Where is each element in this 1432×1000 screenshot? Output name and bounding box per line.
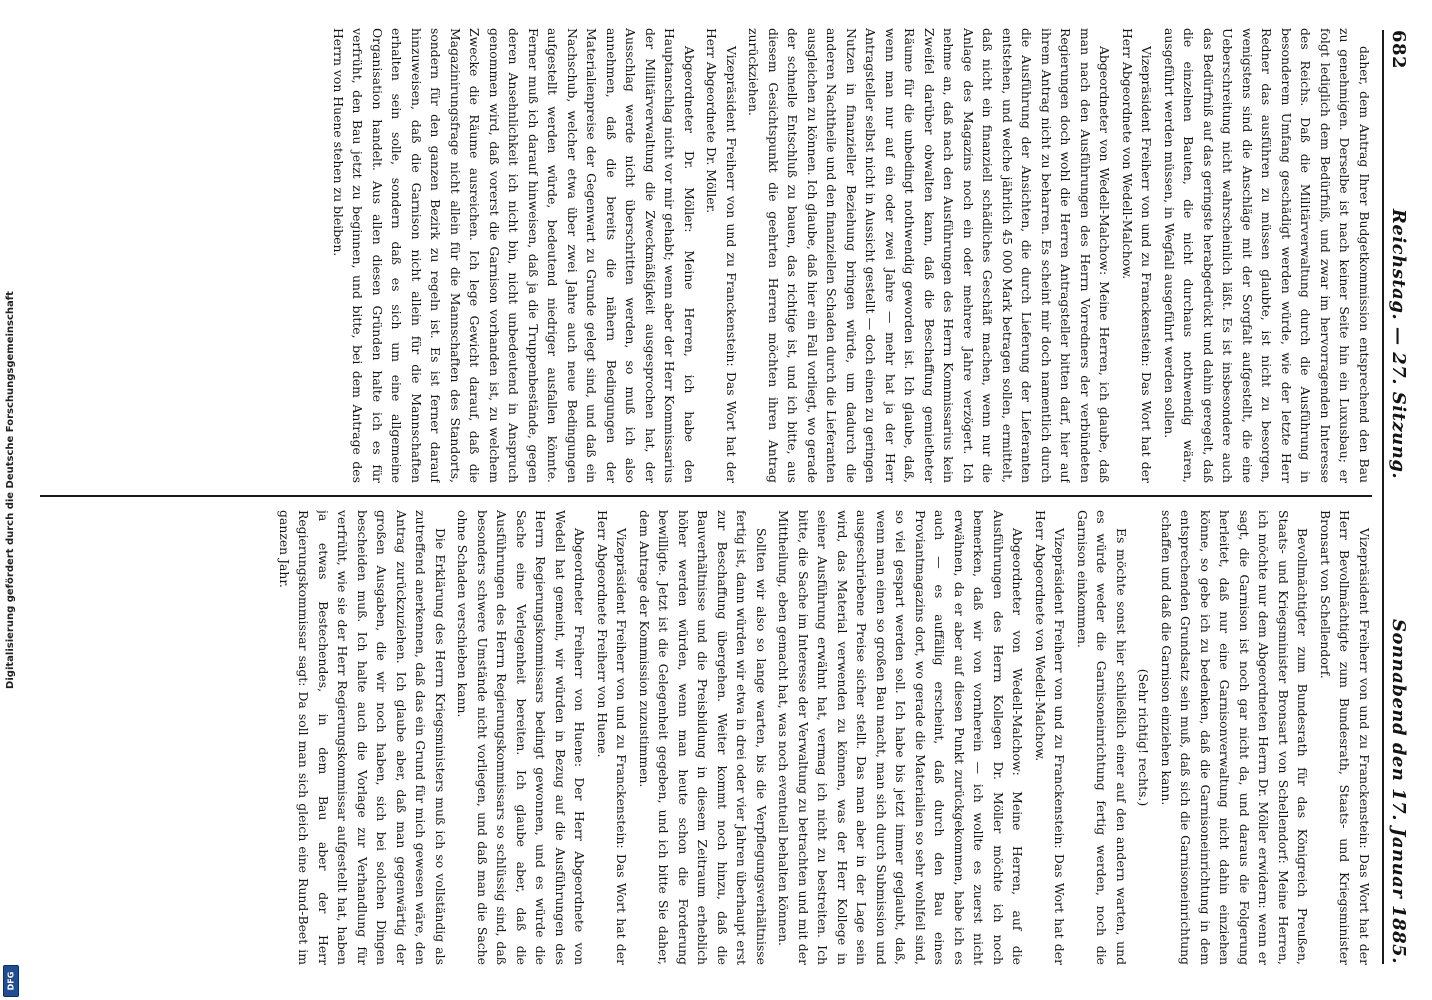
session-date: Sonnabend den 17. Januar 1885.: [1388, 619, 1410, 964]
page-number: 682: [1388, 30, 1410, 70]
speaker-paragraph: Vizepräsident Freiherr von und zu Franckenstein: Das Wort hat der Herr Abgeordnete von Wedell-Malchow.: [1033, 510, 1068, 965]
speaker-paragraph: Abgeordneter Freiherr von Huene: Der Herr Abgeordnete von Wedell hat gemeint, wir würden in Bezug auf die Ausführungen des Herrn Regierungskommissars bedingt gewonnen, und es würde die Sache eine Verlegenheit bereiten. Ich glaube aber, daß die Ausführungen des Herrn Regierungskommissars so schlüssig sind, daß besonders schwere Umstände nicht vorliegen, und daß man die Sache ohne Schaden verschieben kann.: [455, 510, 588, 965]
speaker-paragraph: Abgeordneter von Wedell-Malchow: Meine Herren, ich glaube, daß man nach den Ausführungen des Herrn Vorredners der verbündeten Regierungen doch wohl die Herren Antragsteller bitten darf, hier auf ihrem Antrag nicht zu beharren. Es scheint mir doch namentlich durch die Ausführung der Ansichten, die durch Lieferung der Lieferanten entstehen, und welche jährlich 45 000 Mark betragen sollen, ermittelt, daß nicht ein finanziell schädliches Geschäft machen, wenn nur die Anlage des Magazins noch ein oder mehrere Jahre verzögert. Ich nehme an, daß nach den Ausführungen des Herrn Kommissarius kein Zweifel darüber obwalten kann, daß die Beschaffung gemietheter Räume für die unbedingt nothwendig geworden ist. Ich glaube, daß, wenn man nur auf ein oder zwei Jahre — mehr hat ja der Herr Antragsteller selbst nicht in Aussicht gestellt — doch einen zu geringen Nutzen in finanzieller Beziehung bringen würde, um dadurch die anderen Nachtheile und den finanziellen Schaden durch die Lieferanten ausgleichen zu können. Ich glaube, daß hier ein Fall vorliegt, wo gerade der schnelle Entschluß zu bauen, das richtige ist, und ich bitte, aus diesem Gesichtspunkt die geehrten Herren möchten ihren Antrag zurückziehen.: [746, 28, 1113, 483]
dfg-logo-icon: [3, 965, 19, 997]
speaker-paragraph: Vizepräsident Freiherr von und zu Franckenstein: Das Wort hat der Herr Abgeordnete Freiherr von Huene.: [595, 510, 630, 965]
interjection: (Sehr richtig! rechts.): [1136, 668, 1152, 807]
digitization-footer: [0, 0, 20, 1000]
paragraph: Sollten wir also so lange warten, bis die Verpflegungsverhältnisse fertig ist, dann würden wir etwa in drei oder vier Jahren überhaupt erst zur Beschaffung übergehen. Weiter kommt noch hinzu, daß die Bauverhältnisse und die Preisbildung in diesem Zeitraum erheblich höher werden würden, wenn man heute schon die Forderung bewilligte. Jetzt ist die Gelegenheit gegeben, und ich bitte Sie daher, dem Antrage der Kommission zuzustimmen.: [637, 510, 769, 965]
speaker-paragraph: Vizepräsident Freiherr von und zu Franckenstein: Das Wort hat der Herr Abgeordnete Dr. Möller.: [704, 28, 739, 483]
speaker-paragraph: Vizepräsident Freiherr von und zu Franckenstein: Das Wort hat der Herr Abgeordnete von Wedell-Malchow.: [1120, 28, 1155, 483]
left-column: [40, 28, 1374, 483]
running-title: Reichstag. — 27. Sitzung.: [1388, 208, 1410, 480]
paragraph: Die Erklärung des Herrn Kriegsministers muß ich so vollständig als zutreffend anerkennen, daß das ein Grund für mich gewesen wäre, den Antrag zurückzuziehen. Ich glaube aber, daß man gegenwärtig der großen Ausgaben, die wir noch haben, sich bei solchen Dingen bescheiden muß. Ich halte auch die Vorlage zur Verhandlung für verfrüht, wie sie der Herr Regierungskommissar aufgestellt hat, haben ja etwas Bestechendes, in dem Bau aber der Herr Regierungskommissar sagt: Da soll man sich gleich eine Rund-Beet im ganzen Jahr.: [277, 510, 448, 965]
page-header: [1386, 30, 1412, 964]
speaker-paragraph: Abgeordneter von Wedell-Malchow: Meine Herren, auf die Ausführungen des Herrn Kollegen Dr. Möller möchte ich noch bemerken, daß wir von vornherein — ich wollte es zuerst nicht erwähnen, da er aber auf diesen Punkt zurückgekommen, habe ich es auch — es auffällig erscheint, daß durch den Bau eines Proviantmagazins dort, wo gerade die Materialien so sehr wohlfeil sind, so viel gespart werden soll. Ich habe bis jetzt immer geglaubt, daß, wenn man einen so großen Bau macht, man sich durch Submission und ausgeschriebene Preise sicher stellt. Das man aber in der Lage sein wird, das Material verwenden zu können, was der Herr Kollege in seiner Ausführung erwähnt hat, vermag ich nicht zu bestreiten. Ich bitte, die Sache im Interesse der Verwaltung zu betrachten und mit der Mittheilung, eben gemacht hat, was noch eventuell behalten können.: [776, 510, 1026, 965]
dfg-logo-label: DFG: [6, 971, 16, 991]
speaker-paragraph: Vizepräsident Freiherr von und zu Franckenstein: Das Wort hat der Herr Bevollmächtigte zum Bundesrath, Staats- und Kriegsminister Bronsart von Schellendorf.: [1318, 510, 1372, 965]
right-column: [40, 510, 1374, 965]
paragraph: Es möchte sonst hier schließlich einer auf den andern warten, und es würde weder die Garnisoneinrichtung fertig werden, noch die Garnison einkommen.: [1075, 510, 1129, 965]
speaker-paragraph: Abgeordneter Dr. Möller: Meine Herren, ich habe den Hauptanschlag nicht vor mir gehabt; wenn aber der Herr Kommissarius der Militärverwaltung die Zweckmäßigkeit ausgesprochen hat, der Ausschlag werde nicht überschritten werden, so muß ich also annehmen, daß die bereits die nähern Bedingungen der Materialienpreise der Gegenwart zu Grunde gelegt sind, und daß ein Nachschub, welcher etwa über zwei Jahre auch neue Bedingungen aufgestellt werden würde, bedeutend niedriger ausfallen könnte. Ferner muß ich darauf hinweisen, daß ja die Truppenbestände, gegen deren Ansehnlichkeit ich nicht bin, nicht unbedeutend in Anspruch genommen wird, daß vorerst die Garnison vorhanden ist, zu welchem Zwecke die Räume ausreichen. Ich lege Gewicht darauf, daß die Magazinirungsfrage nicht allein für die Mannschaften des Standorts, sondern für den ganzen Bezirk zu regeln ist. Es ist ferner darauf hinzuweisen, daß die Garnison nicht allein für die Mannschaften erhalten sein solle, sondern daß es sich um eine allgemeine Organisation handelt. Aus allen diesen Gründen halte ich es für verfrüht, den Bau jetzt zu beginnen, und bitte, bei dem Antrage des Herrn von Huene stehen zu bleiben.: [331, 28, 697, 483]
column-divider: [40, 495, 1372, 497]
paragraph: daher, dem Antrag Ihrer Budgetkommission entsprechend den Bau zu genehmigen. Derselbe ist nach keiner Seite hin ein Luxusbau; er folgt lediglich dem Bedürfniß, und zwar im hervorragenden Interesse des Reichs. Daß die Militärverwaltung durch die Ausführung in besonderem Umfang geschädigt werden würde, wie der letzte Herr Redner das ausführen zu müssen glaubte, ist nicht zu besorgen, wenigstens sind die Anschläge mit der Sorgfalt aufgestellt, die eine Ueberschreitung nicht wahrscheinlich läßt. Es ist insbesondere auch das Bedürfniß auf das geringste herabgedrückt und dahin geregelt, daß die einzelnen Bauten, die nicht durchaus nothwendig wären, ausgeführt werden müssen, in Wegfall ausgeführt werden sollen.: [1162, 28, 1372, 483]
header-rule: [1382, 30, 1384, 964]
speaker-paragraph: Bevollmächtigter zum Bundesrath für das Königreich Preußen, Staats- und Kriegsminister Bronsart von Schellendorf: Meine Herren, ich möchte nur dem Abgeordneten Herrn Dr. Möller erwidern: wenn er sagt, die Garnison ist noch gar nicht da, und daraus die Folgerung herleitet, daß nur eine Garnisonverwaltung nicht dahin einziehen könne, so gebe ich zu bedenken, daß die Garnisoneinrichtung in dem entsprechenden Grundsatz sein muß, daß sich die Garnisoneinrichtung schaffen und daß die Garnison einziehen kann.: [1159, 510, 1311, 965]
footer-credit: Digitalisierung gefördert durch die Deutsche Forschungsgemeinschaft: [4, 291, 16, 689]
